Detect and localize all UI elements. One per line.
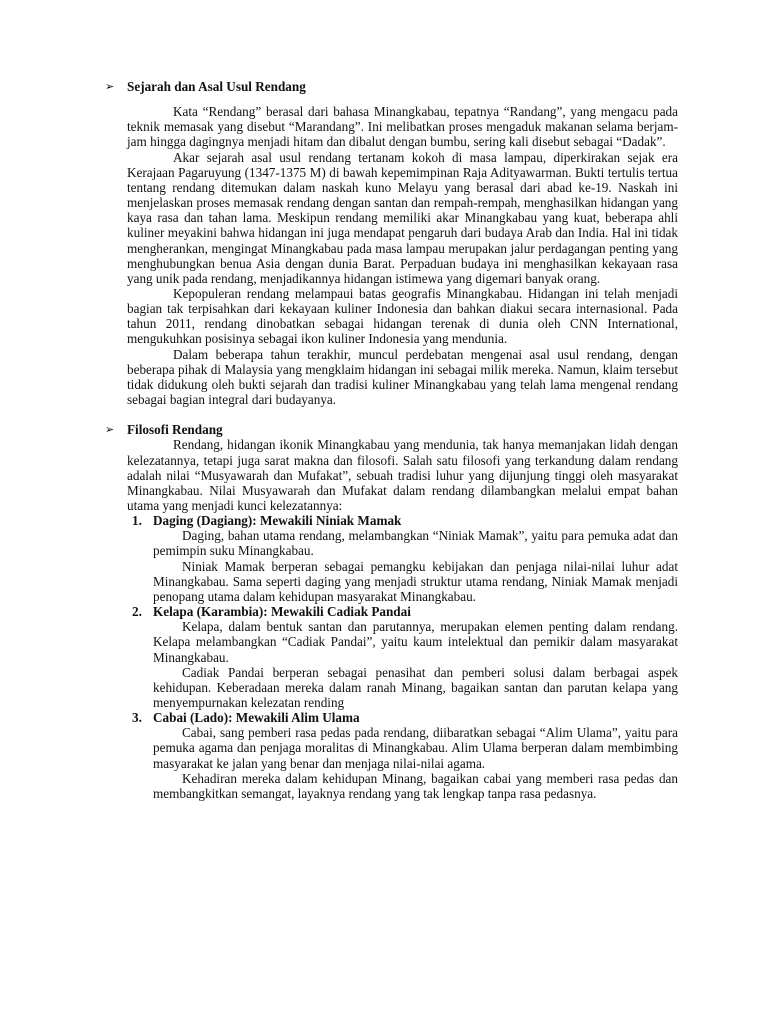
list-number: 1. [132,513,142,529]
list-item-title: Cabai (Lado): Mewakili Alim Ulama [153,710,360,726]
paragraph: Kehadiran mereka dalam kehidupan Minang, bagaikan cabai yang memberi rasa pedas dan membangkitkan semangat, layaknya rendang yang tak lengkap tanpa rasa pedasnya. [153,770,678,801]
paragraph: Akar sejarah asal usul rendang tertanam kokoh di masa lampau, diperkirakan sejak era Kerajaan Pagaruyung (1347-1375 M) di bawah kepemimpinan Raja Adityawarman. Bukti tertulis tertua tentang rendang ditemukan dalam naskah kuno Melayu yang berasal dari abad ke-19. Naskah ini menjelaskan proses memasak rendang dengan santan dan rempah-rempah, menghasilkan hidangan yang kaya rasa dan tahan lama. Meskipun rendang memiliki akar Minangkabau yang kuat, beberapa ahli kuliner meyakini bahwa hidangan ini juga mendapat pengaruh dari budaya Arab dan India. Hal ini tidak mengherankan, mengingat Minangkabau pada masa lampau merupakan jalur perdagangan penting yang menghubungkan benua Asia dengan dunia Barat. Perpaduan budaya ini menghasilkan kekayaan rasa yang unik pada rendang, menjadikannya hidangan istimewa yang digemari banyak orang. [127,149,678,286]
list-item-daging [132,513,678,604]
list-item-cabai [132,710,678,801]
list-item-body [153,528,678,604]
list-item-body [153,725,678,801]
paragraph: Dalam beberapa tahun terakhir, muncul perdebatan mengenai asal usul rendang, dengan beberapa pihak di Malaysia yang mengklaim hidangan ini sebagai milik mereka. Namun, klaim tersebut tidak didukung oleh bukti sejarah dan tradisi kuliner Minangkabau yang telah lama mengenal rendang sebagai bagian integral dari budayanya. [127,346,678,408]
paragraph: Kata “Rendang” berasal dari bahasa Minangkabau, tepatnya “Randang”, yang mengacu pada teknik memasak yang disebut “Marandang”. Ini melibatkan proses mengaduk makanan selama berjam-jam hingga dagingnya menjadi hitam dan dibalut dengan bumbu, sering kali disebut sebagai “Dadak”. [127,104,678,150]
list-item-title: Daging (Dagiang): Mewakili Niniak Mamak [153,513,402,529]
list-item-title: Kelapa (Karambia): Mewakili Cadiak Pandai [153,604,411,620]
paragraph: Kepopuleran rendang melampaui batas geografis Minangkabau. Hidangan ini telah menjadi bagian tak terpisahkan dari kekayaan kuliner Indonesia dan bahkan diakui secara internasional. Pada tahun 2011, rendang dinobatkan sebagai hidangan terenak di dunia oleh CNN International, mengukuhkan posisinya sebagai ikon kuliner Indonesia yang mendunia. [127,286,678,347]
list-item-heading [132,604,678,619]
paragraph: Niniak Mamak berperan sebagai pemangku kebijakan dan penjaga nilai-nilai luhur adat Minangkabau. Sama seperti daging yang menjadi struktur utama rendang, Niniak Mamak menjadi penopang utama dalam kehidupan masyarakat Minangkabau. [153,558,678,604]
list-item-heading [132,513,678,528]
list-number: 2. [132,604,142,620]
section-heading-filosofi [105,422,678,437]
list-item-kelapa [132,604,678,710]
list-item-heading [132,710,678,725]
paragraph: Daging, bahan utama rendang, melambangkan “Niniak Mamak”, yaitu para pemuka adat dan pemimpin suku Minangkabau. [153,528,678,559]
section-heading-sejarah [105,79,678,94]
paragraph: Kelapa, dalam bentuk santan dan parutannya, merupakan elemen penting dalam rendang. Kelapa melambangkan “Cadiak Pandai”, yaitu kaum intelektual dan pemikir dalam masyarakat Minangkabau. [153,619,678,665]
section-title: Sejarah dan Asal Usul Rendang [127,79,306,94]
section-body-sejarah [127,104,678,407]
list-item-body [153,619,678,710]
paragraph: Cabai, sang pemberi rasa pedas pada rendang, diibaratkan sebagai “Alim Ulama”, yaitu para pemuka agama dan penjaga moralitas di Minangkabau. Alim Ulama berperan dalam membimbing masyarakat ke jalan yang benar dan menjaga nilai-nilai agama. [153,725,678,771]
paragraph: Rendang, hidangan ikonik Minangkabau yang mendunia, tak hanya memanjakan lidah dengan kelezatannya, tetapi juga sarat makna dan filosofi. Salah satu filosofi yang terkandung dalam rendang adalah nilai “Musyawarah dan Mufakat”, sebuah tradisi luhur yang dijunjung tinggi oleh masyarakat Minangkabau. Nilai Musyawarah dan Mufakat dalam rendang dilambangkan melalui empat bahan utama yang menjadi kunci kelezatannya: [127,437,678,514]
paragraph: Cadiak Pandai berperan sebagai penasihat dan pemberi solusi dalam berbagai aspek kehidupan. Keberadaan mereka dalam ranah Minang, bagaikan santan dan parutan kelapa yang menyempurnakan kelezatan rending [153,664,678,711]
section-body-filosofi [127,437,678,513]
bullet-arrow-icon: ➢ [105,423,115,437]
list-number: 3. [132,710,142,726]
document-content [105,79,678,801]
section-title: Filosofi Rendang [127,422,223,438]
bullet-arrow-icon: ➢ [105,80,115,93]
